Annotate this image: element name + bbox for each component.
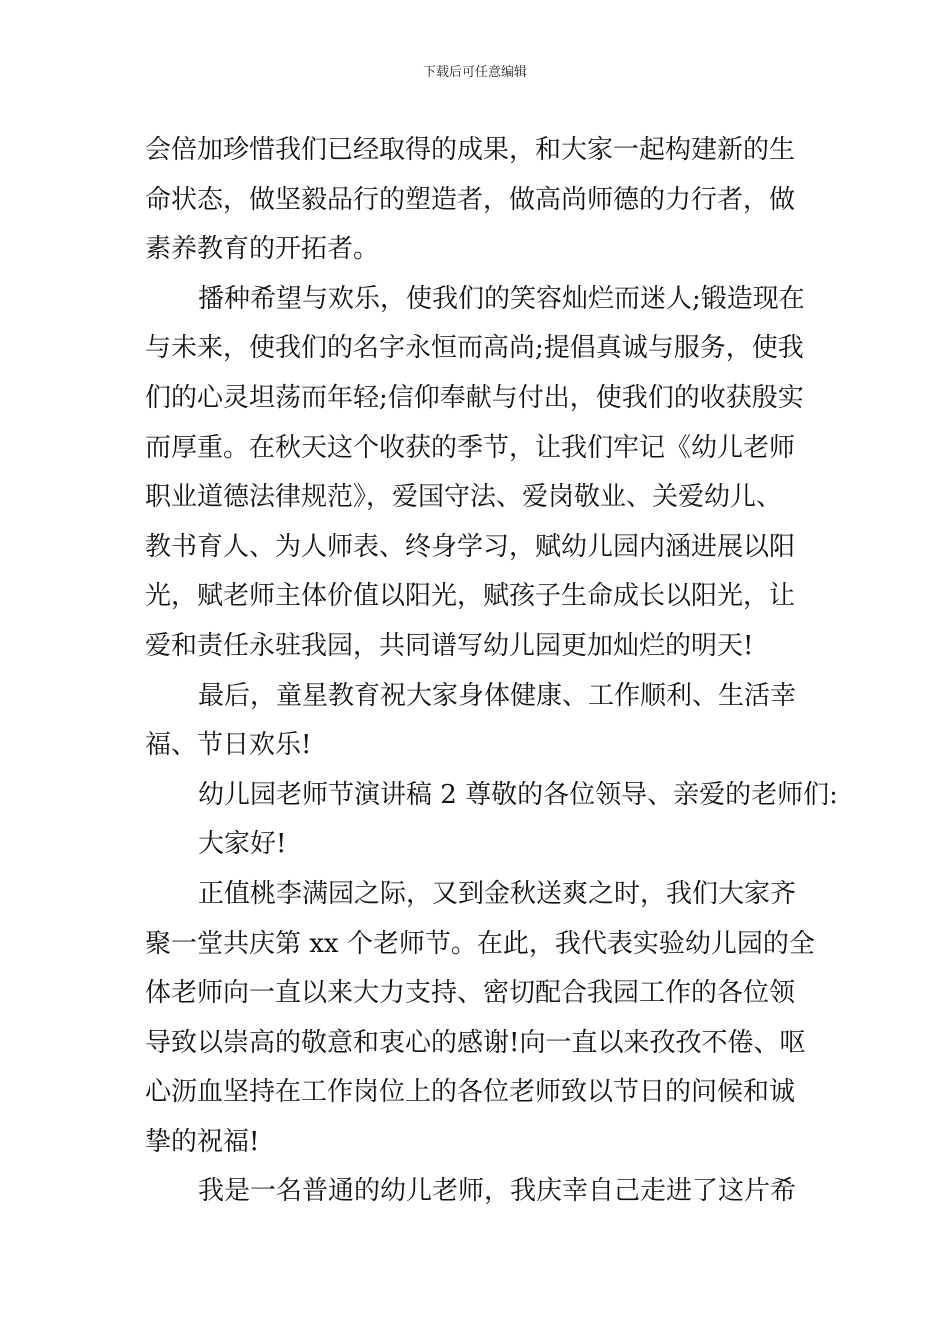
text-line: 体老师向一直以来大力支持、密切配合我园工作的各位领 <box>145 978 796 1009</box>
text-line: 我是一名普通的幼儿老师，我庆幸自己走进了这片希 <box>198 1176 797 1207</box>
text-line: 与未来，使我们的名字永恒而高尚;提倡真诚与服务，使我 <box>145 333 804 364</box>
text-line: 爱和责任永驻我园，共同谱写幼儿园更加灿烂的明天! <box>145 630 754 661</box>
text-line: 大家好! <box>198 829 287 860</box>
text-line: 光，赋老师主体价值以阳光，赋孩子生命成长以阳光，让 <box>145 581 796 612</box>
page-header-note: 下载后可任意编辑 <box>422 65 527 80</box>
text-line: 会倍加珍惜我们已经取得的成果，和大家一起构建新的生 <box>145 135 796 165</box>
text-line: 命状态，做坚毅品行的塑造者，做高尚师德的力行者，做 <box>145 184 796 215</box>
text-line: 最后，童星教育祝大家身体健康、工作顺利、生活幸 <box>198 680 797 711</box>
text-line: 职业道德法律规范》，爱国守法、爱岗敬业、关爱幼儿、 <box>145 482 783 513</box>
text-line: 教书育人、为人师表、终身学习，赋幼儿园内涵进展以阳 <box>145 531 796 562</box>
text-line: 挚的祝福! <box>145 1126 260 1157</box>
text-line: 导致以崇高的敬意和衷心的感谢!向一直以来孜孜不倦、呕 <box>145 1027 806 1058</box>
text-line: 素养教育的开拓者。 <box>145 234 380 265</box>
text-line: 福、节日欢乐! <box>145 730 312 761</box>
text-line: 而厚重。在秋天这个收获的季节，让我们牢记《幼儿老师 <box>145 432 796 463</box>
document-body <box>145 126 838 1217</box>
text-line: 心沥血坚持在工作岗位上的各位老师致以节日的问候和诚 <box>145 1077 796 1108</box>
text-line: 幼儿园老师节演讲稿 2 尊敬的各位领导、亲爱的老师们: <box>198 779 838 810</box>
text-line: 聚一堂共庆第 xx 个老师节。在此，我代表实验幼儿园的全 <box>145 928 815 959</box>
text-line: 正值桃李满园之际，又到金秋送爽之时，我们大家齐 <box>198 878 797 909</box>
text-line: 们的心灵坦荡而年轻;信仰奉献与付出，使我们的收获殷实 <box>145 382 804 413</box>
text-line: 播种希望与欢乐，使我们的笑容灿烂而迷人;锻造现在 <box>198 283 805 314</box>
